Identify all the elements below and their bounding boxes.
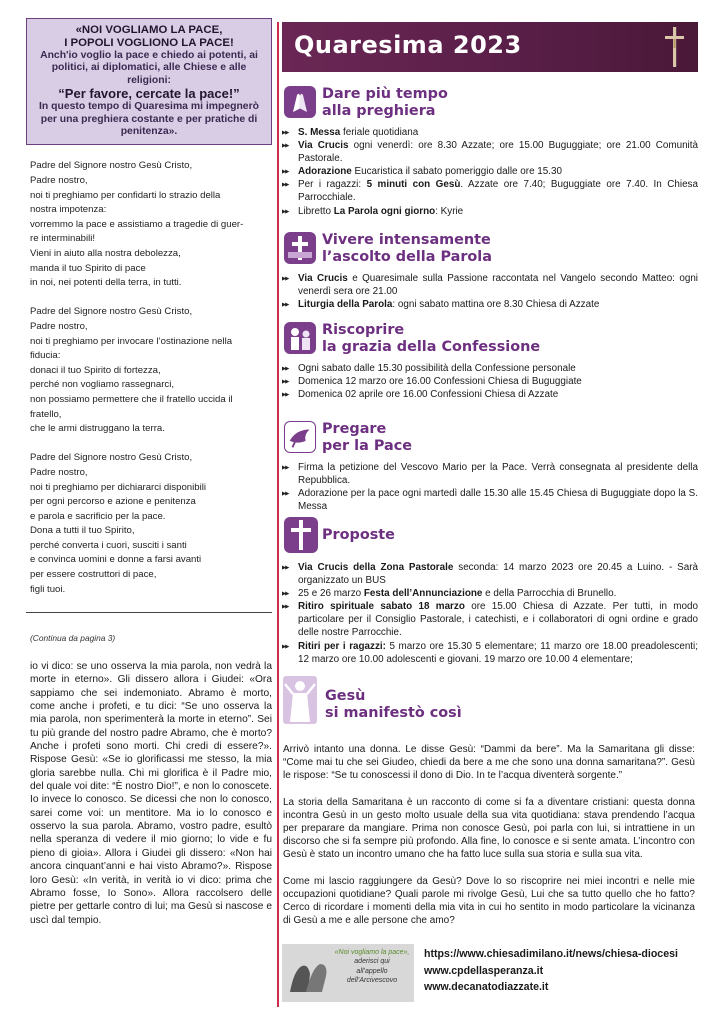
- gesu-story: [283, 743, 695, 940]
- list-item: ▶▶ Domenica 02 aprile ore 16.00 Confessioni Chiesa di Azzate: [282, 388, 698, 401]
- prayer-line: fratello,: [30, 408, 62, 420]
- list-item: ▶▶ Adorazione Eucaristica il sabato pomeriggio dalle ore 15.30: [282, 165, 698, 178]
- peace-appeal-text: «Noi vogliamo la pace», aderisci qui all’appello dell’Arcivescovo: [334, 949, 410, 985]
- prayer-line: noi ti preghiamo per invocare l’ostinazione nella: [30, 335, 233, 347]
- prayer-line: Padre del Signore nostro Gesù Cristo,: [30, 452, 193, 464]
- column-divider: [277, 22, 279, 1007]
- list-item: ▶▶ Domenica 12 marzo ore 16.00 Confessioni Chiesa di Buguggiate: [282, 375, 698, 388]
- prayer-line: donaci il tuo Spirito di fortezza,: [30, 364, 161, 376]
- link-cpdellasperanza[interactable]: www.cpdellasperanza.it: [424, 964, 544, 977]
- section-header: [282, 421, 698, 461]
- left-column: [26, 18, 272, 612]
- section-header: [282, 86, 698, 126]
- list-item: ▶▶ Via Crucis della Zona Pastorale seconda: 14 marzo 2023 ore 20.45 a Luino. - Sarà organizzato un BUS: [282, 561, 698, 587]
- left-divider: [26, 612, 272, 613]
- link-decanatodiazzate[interactable]: www.decanatodiazzate.it: [424, 981, 549, 994]
- prayer-line: figli tuoi.: [30, 583, 66, 595]
- prayer-line: Padre nostro,: [30, 320, 88, 332]
- list-item: ▶▶ Adorazione per la pace ogni martedì dalle 15.30 alle 15.45 Chiesa di Buguggiate dopo la S. Messa: [282, 487, 698, 513]
- list-item: ▶▶ 25 e 26 marzo Festa dell’Annunciazione e della Parrocchia di Brunello.: [282, 587, 698, 600]
- prayer-stanza: [30, 451, 272, 597]
- section-preghiera: [282, 86, 698, 218]
- list-item: ▶▶ Per i ragazzi: 5 minuti con Gesù. Azzate ore 7.40; Buguggiate ore 7.40. In Chiesa Parrocchiale.: [282, 178, 698, 204]
- prayer-line: Padre del Signore nostro Gesù Cristo,: [30, 160, 193, 172]
- section-parola: [282, 232, 698, 311]
- peace-body: Anch'io voglio la pace e chiedo ai potenti, ai politici, ai diplomatici, alle Chiese e alle religioni:: [40, 50, 258, 86]
- list-item: ▶▶ Ritiro spirituale sabato 18 marzo ore 15.00 Chiesa di Azzate. Per tutti, in modo particolare per il Consiglio Pastorale, i catechisti, e i collaboratori di ogni ordine e grado delle nostre Parrocchie.: [282, 600, 698, 639]
- section-list: [282, 126, 698, 218]
- peace-headline-2: I POPOLI VOGLIONO LA PACE!: [64, 37, 234, 49]
- prayer-line: noi ti preghiamo per dichiararci disponibili: [30, 481, 206, 493]
- prayer-line: e convinca uomini e donne a farsi avanti: [30, 554, 202, 566]
- section-title: Dare più tempo alla preghiera: [322, 86, 448, 119]
- section-list: [282, 461, 698, 513]
- story-paragraph: Come mi lascio raggiungere da Gesù? Dove lo so riscoprire nei miei incontri e nelle mie occupazioni quotidiane? Quali parole mi rivolge Gesù, Lui che sa tutto quello che ho fatto? Cerco di ricordare i momenti della mia vita in cui ho sentito in modo particolare la vicinanza di Gesù a me e alle persone che amo?: [283, 875, 695, 927]
- gesu-title: Gesù si manifestò così: [325, 688, 462, 721]
- list-item: ▶▶ S. Messa feriale quotidiana: [282, 126, 698, 139]
- section-header: [282, 517, 698, 561]
- prayer-line: che le armi distruggano la terra.: [30, 423, 165, 435]
- list-item: ▶▶ Liturgia della Parola: ogni sabato mattina ore 8.30 Chiesa di Azzate: [282, 298, 698, 311]
- section-title: Riscoprire la grazia della Confessione: [322, 322, 541, 355]
- prayer-line: Vieni in aiuto alla nostra debolezza,: [30, 248, 181, 259]
- prayer-line: vorremmo la pace e assistiamo a tragedie di guer-: [30, 218, 244, 230]
- dove-icon: [284, 421, 316, 453]
- cross-icon: [660, 25, 690, 69]
- quaresima-banner: [282, 22, 698, 72]
- story-paragraph: La storia della Samaritana è un racconto di come si fa a diventare cristiani: questa donna incontra Gesù in un gesto molto usuale della sua vita quotidiana: stava prendendo l’acqua per preparare da mangiare. Prima non conosce Gesù, poi parla con lui, si intrattiene in un discorso che si fa sempre più profondo. Alla fine, lo conosce e si sente amata. L’incontro con Gesù è stato un incontro umano che ha fatto luce sulla sua storia e sulla sua vita.: [283, 796, 695, 861]
- prayer-line: re interminabili!: [30, 233, 96, 245]
- story-paragraph: Arrivò intanto una donna. Le disse Gesù: “Dammi da bere”. Ma la Samaritana gli disse: “Come mai tu che sei Giudeo, chiedi da bere a me che sono una donna samaritana?”. Gesù le rispose: “Se tu conoscessi il dono di Dio. In te l’acqua diventerà sorgente.”: [283, 744, 695, 782]
- prayer-line: Padre nostro,: [30, 466, 88, 478]
- prayer-line: in noi, nei potenti della terra, in tutti.: [30, 277, 182, 289]
- prayer-line: Padre del Signore nostro Gesù Cristo,: [30, 306, 193, 318]
- section-title: Proposte: [322, 527, 395, 543]
- prayer-line: perché non vogliamo rassegnarci,: [30, 379, 174, 391]
- prayer-line: e parola e sacrificio per la pace.: [30, 510, 166, 522]
- prayer-line: Dona a tutti il tuo Spirito,: [30, 525, 135, 537]
- prayer-line: per ogni percorso e azione e penitenza: [30, 496, 196, 508]
- section-confessione: [282, 322, 698, 401]
- section-header: [282, 322, 698, 362]
- gospel-text: io vi dico: se uno osserva la mia parola, non vedrà la morte in eterno». Gli dissero allora i Giudei: «Ora sappiamo che sei indemoniato. Abramo è morto, come anche i profeti, e tu dici: “Se uno osserva la mia parola, non sperimenterà la morte in eterno”. Sei tu più grande del nostro padre Abramo, che è morto? Anche i profeti sono morti. Chi credi di essere?». Rispose Gesù: «Se io glorificassi me stesso, la mia gloria sarebbe nulla. Chi mi glorifica è il Padre mio, del quale voi dite: “È nostro Dio!”, e non lo conoscete. Io invece lo conosco. Se dicessi che non lo conosco, sarei come voi: un mentitore. Ma io lo conosco e osservo la sua parola. Abramo, vostro padre, esultò nella speranza di vedere il mio giorno; lo vide e fu pieno di gioia». Allora i Giudei gli dissero: «Non hai ancora cinquant’anni e hai visto Abramo?». Rispose loro Gesù: «In verità, in verità io vi dico: prima che Abramo fosse, Io Sono». Allora raccolsero delle pietre per gettarle contro di lui; ma Gesù si nascose e uscì dal tempio.: [30, 661, 272, 926]
- list-item: ▶▶ Libretto La Parola ogni giorno: Kyrie: [282, 205, 698, 218]
- peace-quote: “Per favore, cercate la pace!”: [58, 86, 240, 102]
- section-pace: [282, 421, 698, 513]
- prayer-line: per essere costruttori di pace,: [30, 569, 157, 581]
- footer-links: [424, 946, 678, 996]
- peace-prayer: [26, 159, 272, 597]
- list-item: ▶▶ Via Crucis ogni venerdì: ore 8.30 Azzate; ore 15.00 Buguggiate; ore 21.00 Comunità Pastorale.: [282, 139, 698, 165]
- section-title: Vivere intensamente l’ascolto della Parola: [322, 232, 492, 265]
- section-list: [282, 362, 698, 401]
- list-item: ▶▶ Ogni sabato dalle 15.30 possibilità della Confessione personale: [282, 362, 698, 375]
- confession-icon: [284, 322, 316, 354]
- prayer-line: noi ti preghiamo per confidarti lo strazio della: [30, 189, 221, 201]
- prayer-line: perché converta i cuori, susciti i santi: [30, 539, 187, 551]
- prayer-stanza: [30, 159, 272, 290]
- bible-cross-icon: [284, 232, 316, 264]
- prayer-line: nostra impotenza:: [30, 204, 107, 216]
- prayer-line: non possiamo permettere che il fratello uccida il: [30, 393, 233, 405]
- list-item: ▶▶ Ritiri per i ragazzi: 5 marzo ore 15.30 5 elementare; 11 marzo ore 18.00 preadolescenti; 12 marzo ore 10.00 adolescenti e giovani. 19 marzo ore 10.00 4 elementare;: [282, 640, 698, 666]
- prayer-line: fiducia:: [30, 350, 61, 362]
- jesus-figure-icon: [283, 676, 317, 724]
- link-chiesadimilano[interactable]: https://www.chiesadimilano.it/news/chiesa-diocesi: [424, 948, 678, 960]
- section-title: Pregare per la Pace: [322, 421, 412, 454]
- peace-appeal-banner[interactable]: [282, 944, 414, 1002]
- praying-hands-icon: [284, 86, 316, 118]
- prayer-stanza: [30, 305, 272, 436]
- prayer-line: manda il tuo Spirito di pace: [30, 262, 146, 274]
- hands-icon: [284, 948, 332, 998]
- section-list: [282, 272, 698, 311]
- section-proposte: [282, 517, 698, 666]
- continued-note: (Continua da pagina 3): [30, 633, 116, 643]
- banner-title: Quaresima 2023: [294, 31, 522, 59]
- peace-headline-1: «NOI VOGLIAMO LA PACE,: [75, 24, 223, 36]
- cross-icon: [284, 517, 318, 553]
- section-list: [282, 561, 698, 666]
- section-header: [282, 232, 698, 272]
- list-item: ▶▶ Via Crucis e Quaresimale sulla Passione raccontata nel Vangelo secondo Matteo: ogni venerdì sera ore 21.00: [282, 272, 698, 298]
- list-item: ▶▶ Firma la petizione del Vescovo Mario per la Pace. Verrà consegnata al presidente della Repubblica.: [282, 461, 698, 487]
- prayer-line: Padre nostro,: [30, 175, 88, 187]
- peace-appeal-box: [26, 18, 272, 145]
- peace-pledge: In questo tempo di Quaresima mi impegnerò per una preghiera costante e per pratiche di penitenza».: [39, 101, 259, 138]
